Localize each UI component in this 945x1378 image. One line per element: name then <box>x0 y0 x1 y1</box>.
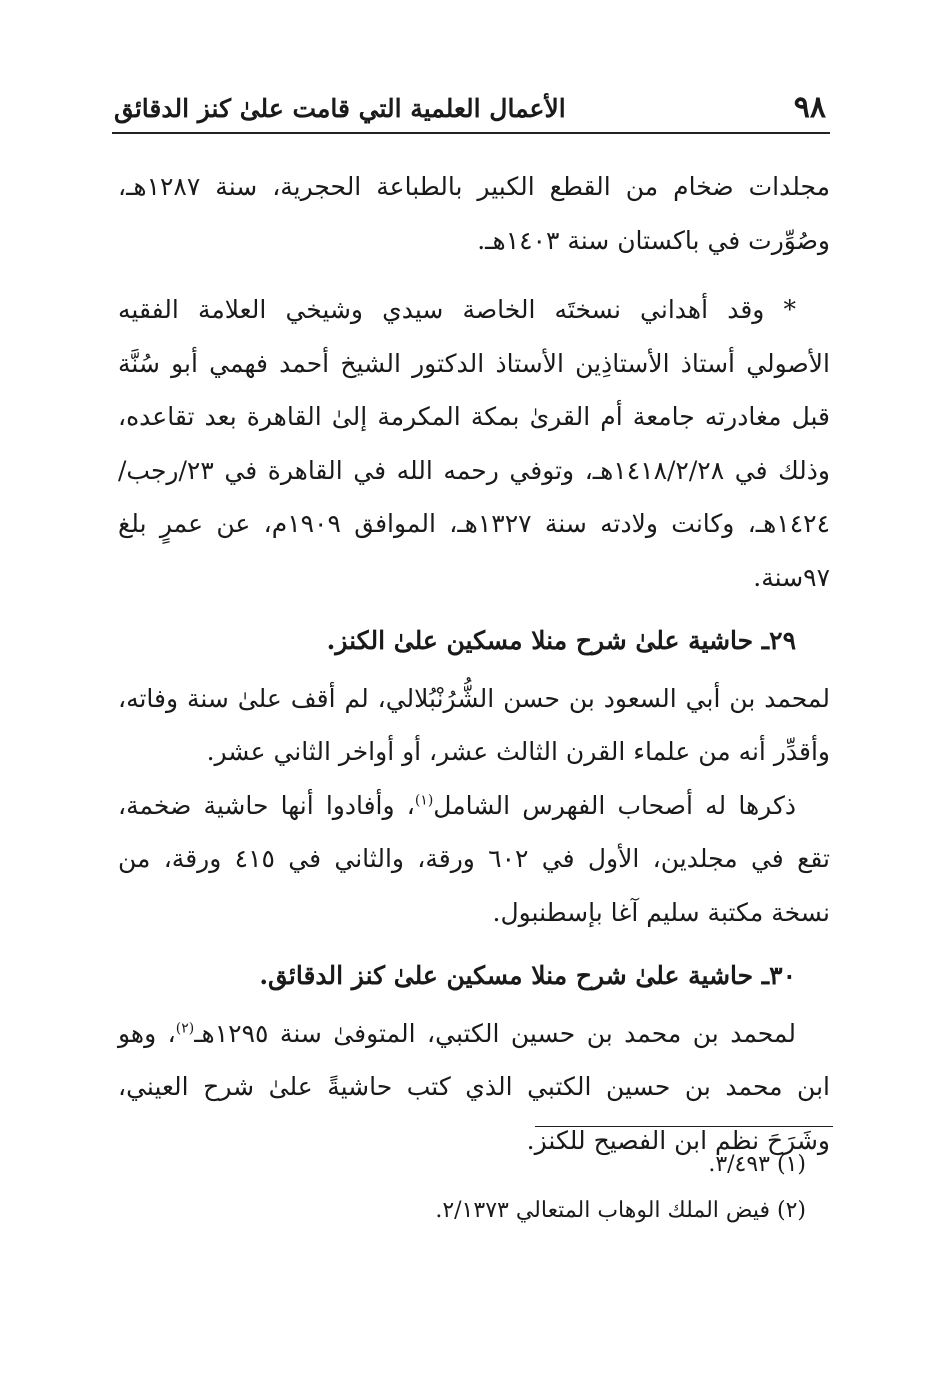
paragraph-entry-29-author: لمحمد بن أبي السعود بن حسن الشُّرُنْبُلالي، لم أقف علىٰ سنة وفاته، وأقدِّر أنه من علماء القرن الثالث عشر، أو أواخر الثاني عشر. <box>118 683 830 766</box>
main-text <box>118 160 830 1167</box>
footnote-ref-1: (١) <box>414 792 434 809</box>
footnote-2: (٢) فيض الملك الوهاب المتعالي ٢/١٣٧٣. <box>435 1198 806 1223</box>
text-segment: ، وهو ابن محمد بن حسين الكتبي الذي كتب حاشيةً علىٰ شرح العيني، وشَرَحَ نظم ابن الفصيح للكنز. <box>118 1018 830 1155</box>
footnote-separator <box>535 1126 833 1127</box>
text-segment: ، وأفادوا أنها حاشية ضخمة، تقع في مجلدين، الأول في ٦٠٢ ورقة، والثاني في ٤١٥ ورقة، من نسخة مكتبة سليم آغا بإسطنبول. <box>118 790 830 927</box>
paragraph-continuation: مجلدات ضخام من القطع الكبير بالطباعة الحجرية، سنة ١٢٨٧هـ، وصُوِّرت في باكستان سنة ١٤٠٣هـ. <box>118 172 830 255</box>
running-title: الأعمال العلمية التي قامت علىٰ كنز الدقائق <box>114 94 566 123</box>
page-number: ٩٨ <box>793 90 826 125</box>
paragraph-entry-29-details <box>118 779 830 940</box>
entry-heading-29: ٢٩ـ حاشية علىٰ شرح منلا مسكين علىٰ الكنز. <box>326 626 796 655</box>
paragraph-note: * وقد أهداني نسختَه الخاصة سيدي وشيخي العلامة الفقيه الأصولي أستاذ الأستاذِين الأستاذ الدكتور الشيخ أحمد فهمي أبو سُنَّة قبل مغادرته جامعة أم القرىٰ بمكة المكرمة إلىٰ القاهرة بعد تقاعده، وذلك في ١٤١٨/٢/٢٨هـ، وتوفي رحمه الله في القاهرة في ٢٣/رجب/١٤٢٤هـ، وكانت ولادته سنة ١٣٢٧هـ، الموافق ١٩٠٩م، عن عمرٍ بلغ ٩٧سنة. <box>118 295 830 592</box>
page-header <box>112 86 830 134</box>
footnote-ref-2: (٢) <box>175 1020 195 1037</box>
footnotes <box>118 1142 830 1234</box>
text-segment: لمحمد بن محمد بن حسين الكتبي، المتوفىٰ سنة ١٢٩٥هـ <box>194 1018 797 1048</box>
text-segment: ذكرها له أصحاب الفهرس الشامل <box>433 790 796 820</box>
footnote-1: (١) ٣/٤٩٣. <box>708 1152 806 1177</box>
entry-heading-30: ٣٠ـ حاشية علىٰ شرح منلا مسكين علىٰ كنز الدقائق. <box>259 961 796 990</box>
